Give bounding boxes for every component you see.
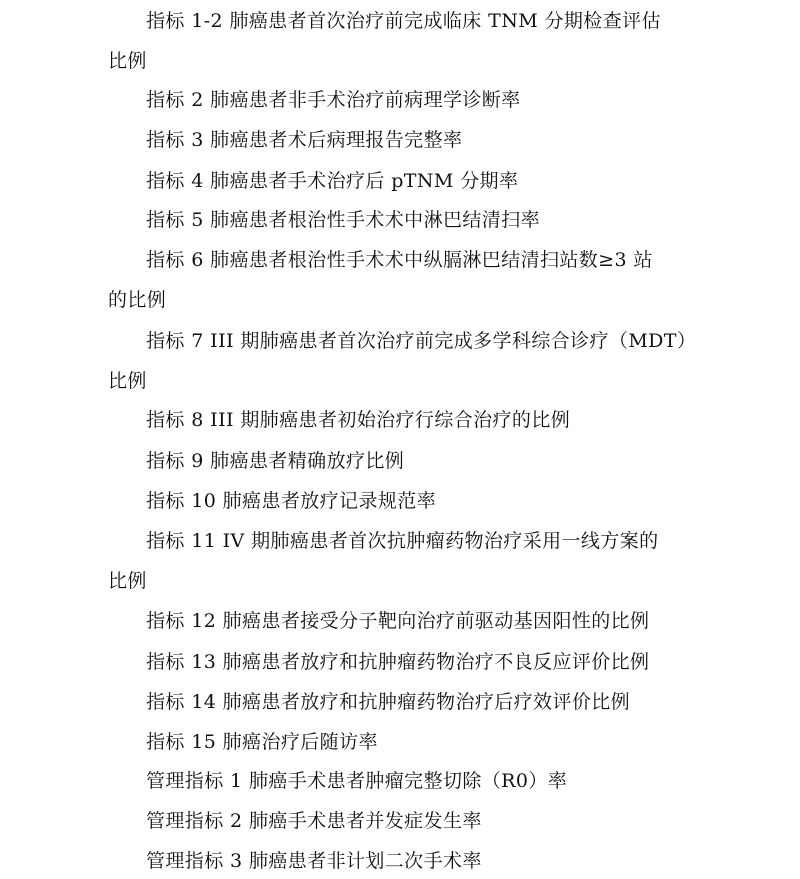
management-indicator-1: 管理指标 1 肺癌手术患者肿瘤完整切除（R0）率 bbox=[146, 770, 568, 792]
indicator-6-line-1: 指标 6 肺癌患者根治性手术术中纵膈淋巴结清扫站数≥3 站 bbox=[146, 249, 653, 271]
indicator-4: 指标 4 肺癌患者手术治疗后 pTNM 分期率 bbox=[146, 170, 519, 192]
indicator-12: 指标 12 肺癌患者接受分子靶向治疗前驱动基因阳性的比例 bbox=[146, 610, 650, 632]
indicator-8: 指标 8 III 期肺癌患者初始治疗行综合治疗的比例 bbox=[146, 409, 571, 431]
indicator-2: 指标 2 肺癌患者非手术治疗前病理学诊断率 bbox=[146, 89, 521, 111]
indicator-1-2-line-1: 指标 1-2 肺癌患者首次治疗前完成临床 TNM 分期检查评估 bbox=[146, 10, 661, 32]
indicator-5: 指标 5 肺癌患者根治性手术术中淋巴结清扫率 bbox=[146, 209, 540, 231]
indicator-14: 指标 14 肺癌患者放疗和抗肿瘤药物治疗后疗效评价比例 bbox=[146, 691, 631, 713]
indicator-7-line-2: 比例 bbox=[108, 370, 147, 392]
indicator-15: 指标 15 肺癌治疗后随访率 bbox=[146, 731, 378, 753]
indicator-13: 指标 13 肺癌患者放疗和抗肿瘤药物治疗不良反应评价比例 bbox=[146, 651, 650, 673]
indicator-11-line-1: 指标 11 IV 期肺癌患者首次抗肿瘤药物治疗采用一线方案的 bbox=[146, 530, 659, 552]
management-indicator-2: 管理指标 2 肺癌手术患者并发症发生率 bbox=[146, 810, 482, 832]
indicator-3: 指标 3 肺癌患者术后病理报告完整率 bbox=[146, 129, 463, 151]
indicator-7-line-1: 指标 7 III 期肺癌患者首次治疗前完成多学科综合诊疗（MDT） bbox=[146, 330, 697, 352]
management-indicator-3: 管理指标 3 肺癌患者非计划二次手术率 bbox=[146, 850, 482, 872]
indicator-6-line-2: 的比例 bbox=[108, 289, 167, 311]
indicator-1-2-line-2: 比例 bbox=[108, 50, 147, 72]
indicator-11-line-2: 比例 bbox=[108, 570, 147, 592]
indicator-10: 指标 10 肺癌患者放疗记录规范率 bbox=[146, 490, 437, 512]
indicator-9: 指标 9 肺癌患者精确放疗比例 bbox=[146, 450, 405, 472]
